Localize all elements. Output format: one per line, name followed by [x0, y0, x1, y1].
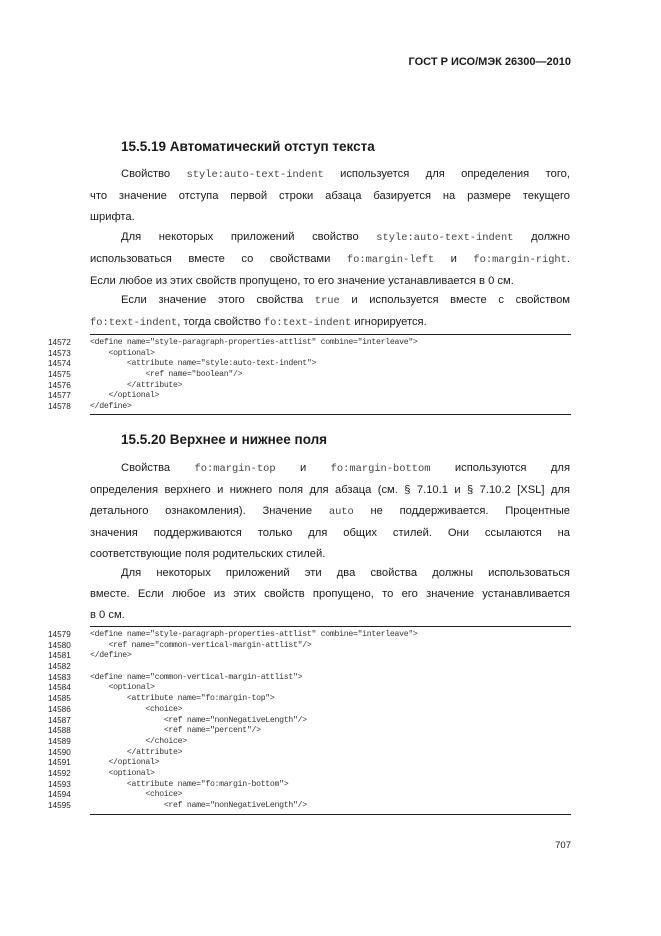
line-number: 14589	[48, 736, 71, 746]
code-text: <choice>	[90, 790, 183, 800]
code-rule-top	[90, 334, 571, 335]
line-number: 14585	[48, 694, 71, 704]
text-line: fo:text-indent, тогда свойство fo:text-indent игнорируется.	[90, 316, 427, 329]
text-line: использоваться вместе со свойствами fo:margin-left и fo:margin-right.	[90, 253, 571, 266]
code-line	[48, 641, 571, 652]
line-number: 14588	[48, 726, 71, 736]
text-line: определения верхнего и нижнего поля для абзаца (см. § 7.10.1 и § 7.10.2 [XSL] для	[90, 484, 570, 496]
code-text: <optional>	[90, 768, 155, 778]
text-line: Если значение этого свойства true и используется вместе с свойством	[121, 294, 570, 307]
code-line	[48, 391, 571, 402]
line-number: 14587	[48, 715, 71, 725]
paragraph	[90, 164, 570, 228]
code-line	[48, 662, 571, 673]
line-number: 14593	[48, 779, 71, 789]
code-line	[48, 381, 571, 392]
text-line: в 0 см.	[90, 609, 125, 621]
code-line	[48, 780, 571, 791]
page-number: 707	[555, 840, 571, 851]
line-number: 14590	[48, 747, 71, 757]
code-text: <ref name="common-vertical-margin-attlist"/>	[90, 640, 312, 650]
text-line: соответствующие поля родительских стилей.	[90, 548, 326, 560]
code-line	[48, 737, 571, 748]
code-text: <attribute name="fo:margin-bottom">	[90, 779, 289, 789]
text-line: Для некоторых приложений эти два свойства должны использоваться	[121, 567, 570, 579]
text-line: Для некоторых приложений свойство style:auto-text-indent должно	[121, 231, 570, 244]
code-text: <ref name="nonNegativeLength"/>	[90, 801, 307, 810]
line-number: 14575	[48, 370, 71, 380]
code-text: <choice>	[90, 704, 183, 714]
code-text: <ref name="boolean"/>	[90, 370, 243, 380]
code-text: </attribute>	[90, 380, 183, 390]
code-line	[48, 359, 571, 370]
paragraph	[90, 227, 570, 292]
code-line	[48, 726, 571, 737]
line-number: 14578	[48, 402, 71, 412]
code-line	[48, 758, 571, 769]
line-number: 14583	[48, 672, 71, 682]
code-text: <define name="style-paragraph-properties-attlist" combine="interleave">	[90, 630, 418, 639]
paragraph	[90, 458, 570, 565]
section-heading-15-5-19: 15.5.19 Автоматический отступ текста	[121, 139, 375, 154]
code-line	[48, 705, 571, 716]
code-line	[48, 630, 571, 641]
paragraph	[90, 290, 570, 334]
document-header: ГОСТ Р ИСО/МЭК 26300—2010	[408, 56, 571, 68]
code-text: <attribute name="fo:margin-top">	[90, 694, 275, 704]
line-number: 14572	[48, 338, 71, 347]
line-number: 14594	[48, 790, 71, 800]
text-line: детального ознакомления). Значение auto не поддерживается. Процентные	[90, 505, 570, 518]
code-line	[48, 338, 571, 349]
text-line: Свойство style:auto-text-indent используется для определения того,	[121, 168, 571, 181]
line-number: 14581	[48, 651, 71, 661]
code-text: <optional>	[90, 683, 155, 693]
line-number: 14573	[48, 348, 71, 358]
code-text: </define>	[90, 402, 132, 412]
code-text: <ref name="nonNegativeLength"/>	[90, 715, 307, 725]
line-number: 14582	[48, 662, 71, 672]
text-line: вместе. Если любое из этих свойств пропущено, то его значение устанавливается	[90, 588, 570, 600]
code-line	[48, 694, 571, 705]
line-number: 14592	[48, 768, 71, 778]
code-text: </optional>	[90, 758, 160, 768]
section-heading-15-5-20: 15.5.20 Верхнее и нижнее поля	[121, 432, 328, 447]
code-text: <attribute name="style:auto-text-indent">	[90, 359, 317, 369]
text-line: Если любое из этих свойств пропущено, то его значение устанавливается в 0 см.	[90, 275, 514, 287]
code-line	[48, 716, 571, 727]
code-line	[48, 402, 571, 413]
text-line: значения поддерживаются только для общих стилей. Они ссылаются на	[90, 527, 570, 539]
paragraph	[90, 563, 570, 626]
line-number: 14591	[48, 758, 71, 768]
code-text: </choice>	[90, 736, 187, 746]
text-line: что значение отступа первой строки абзаца базируется на размере текущего	[90, 190, 570, 202]
code-text: </attribute>	[90, 747, 183, 757]
code-rule-bottom	[90, 414, 571, 415]
code-line	[48, 801, 571, 812]
line-number: 14584	[48, 683, 71, 693]
code-line	[48, 683, 571, 694]
text-line: шрифта.	[90, 211, 135, 223]
code-line	[48, 370, 571, 381]
line-number: 14577	[48, 391, 71, 401]
line-number: 14586	[48, 704, 71, 714]
line-number: 14579	[48, 630, 71, 639]
code-line	[48, 769, 571, 780]
code-line	[48, 349, 571, 360]
code-text: <optional>	[90, 348, 155, 358]
code-line	[48, 748, 571, 759]
code-text: <ref name="percent"/>	[90, 726, 261, 736]
code-line	[48, 790, 571, 801]
line-number: 14595	[48, 801, 71, 810]
code-text: <define name="style-paragraph-properties-attlist" combine="interleave">	[90, 338, 418, 347]
line-number: 14576	[48, 380, 71, 390]
code-text: </optional>	[90, 391, 160, 401]
code-line	[48, 673, 571, 684]
code-text: </define>	[90, 651, 132, 661]
text-line: Свойства fo:margin-top и fo:margin-bottom используются для	[121, 462, 571, 475]
code-line	[48, 651, 571, 662]
line-number: 14574	[48, 359, 71, 369]
code-listing-1	[48, 338, 571, 413]
line-number: 14580	[48, 640, 71, 650]
code-rule-top	[90, 626, 571, 627]
code-rule-bottom	[90, 814, 571, 815]
code-text: <define name="common-vertical-margin-attlist">	[90, 672, 303, 682]
code-listing-2	[48, 630, 571, 812]
